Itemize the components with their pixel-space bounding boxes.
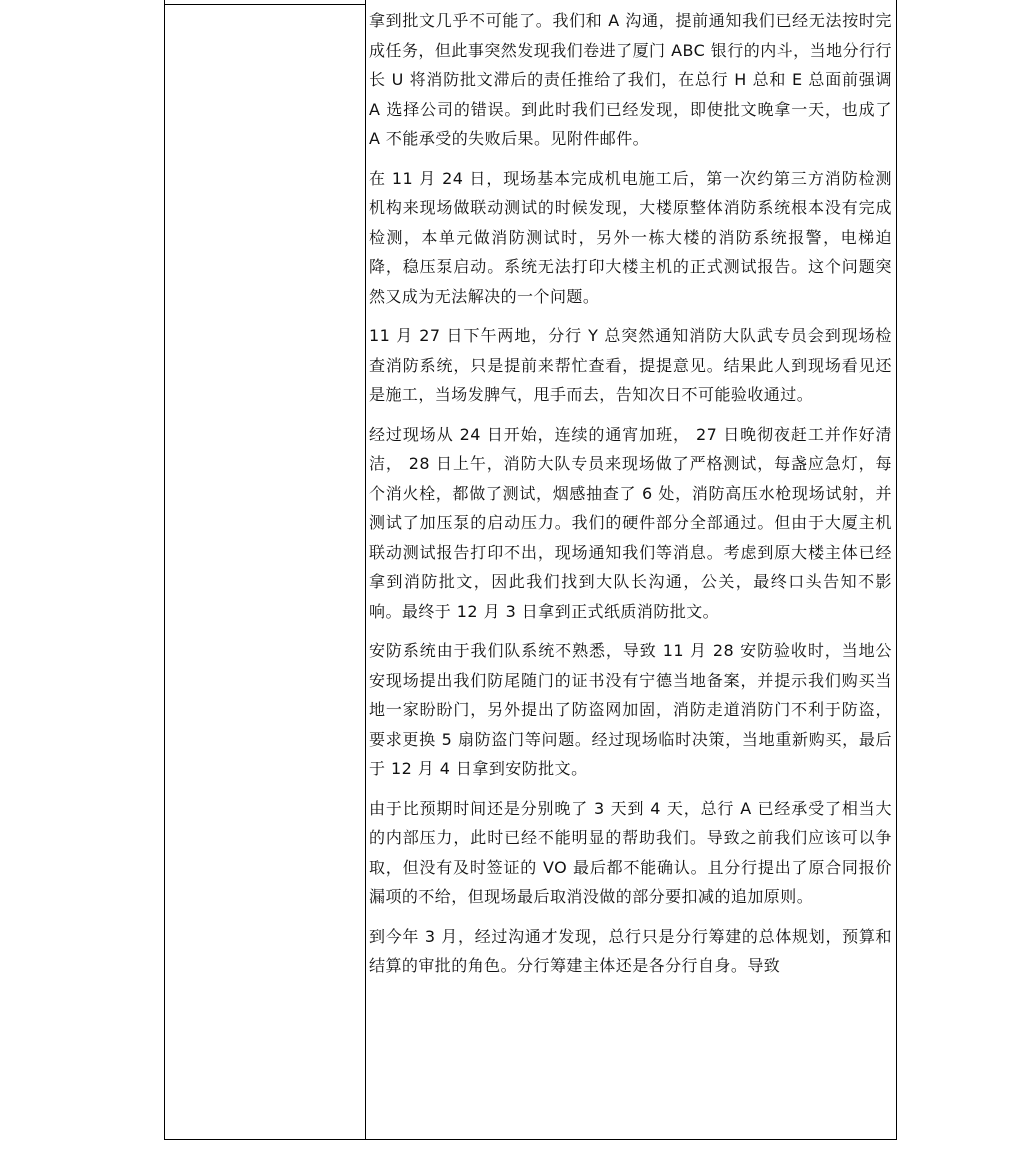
paragraph: 由于比预期时间还是分别晚了 3 天到 4 天，总行 A 已经承受了相当大的内部压力，此时已经不能明显的帮助我们。导致之前我们应该可以争取，但没有及时签证的 VO 最后都不能确认。且分行提出了原合同报价漏项的不给，但现场最后取消没做的部分要扣减的追加原则。 bbox=[369, 798, 892, 906]
paragraph: 拿到批文几乎不可能了。我们和 A 沟通，提前通知我们已经无法按时完成任务，但此事突然发现我们卷进了厦门 ABC 银行的内斗，当地分行行长 U 将消防批文滞后的责任推给了我们，在总行 H 总和 E 总面前强调 A 选择公司的错误。到此时我们已经发现，即使批文晚拿一天，也成了 A 不能承受的失败后果。见附件邮件。 bbox=[369, 11, 892, 148]
paragraph: 11 月 27 日下午两地，分行 Y 总突然通知消防大队武专员会到现场检查消防系统，只是提前来帮忙查看，提提意见。结果此人到现场看见还是施工，当场发脾气，甩手而去，告知次日不可能验收通过。 bbox=[369, 326, 892, 404]
table-top-divider bbox=[165, 4, 365, 5]
paragraph: 到今年 3 月，经过沟通才发现，总行只是分行筹建的总体规划，预算和结算的审批的角色。分行筹建主体还是各分行自身。导致 bbox=[369, 926, 892, 975]
paragraph: 经过现场从 24 日开始，连续的通宵加班， 27 日晚彻夜赶工并作好清洁， 28 日上午，消防大队专员来现场做了严格测试，每盏应急灯，每个消火栓，都做了测试，烟感抽查了 6 处，消防高压水枪现场试射，并测试了加压泵的启动压力。我们的硬件部分全部通过。但由于大厦主机联动测试报告打印不出，现场通知我们等消息。考虑到原大楼主体已经拿到消防批文，因此我们找到大队长沟通，公关，最终口头告知不影响。最终于 12 月 3 日拿到正式纸质消防批文。 bbox=[369, 424, 892, 621]
table-label-cell bbox=[165, 0, 366, 1139]
table-content-cell bbox=[366, 0, 896, 1139]
paragraph: 安防系统由于我们队系统不熟悉，导致 11 月 28 安防验收时，当地公安现场提出我们防尾随门的证书没有宁德当地备案，并提示我们购买当地一家盼盼门，另外提出了防盗网加固，消防走道消防门不利于防盗，要求更换 5 扇防盗门等问题。经过现场临时决策，当地重新购买，最后于 12 月 4 日拿到安防批文。 bbox=[369, 641, 892, 778]
paragraph: 在 11 月 24 日，现场基本完成机电施工后，第一次约第三方消防检测机构来现场做联动测试的时候发现，大楼原整体消防系统根本没有完成检测，本单元做消防测试时，另外一栋大楼的消防系统报警，电梯迫降，稳压泵启动。系统无法打印大楼主机的正式测试报告。这个问题突然又成为无法解决的一个问题。 bbox=[369, 168, 892, 306]
document-table bbox=[164, 0, 897, 1140]
